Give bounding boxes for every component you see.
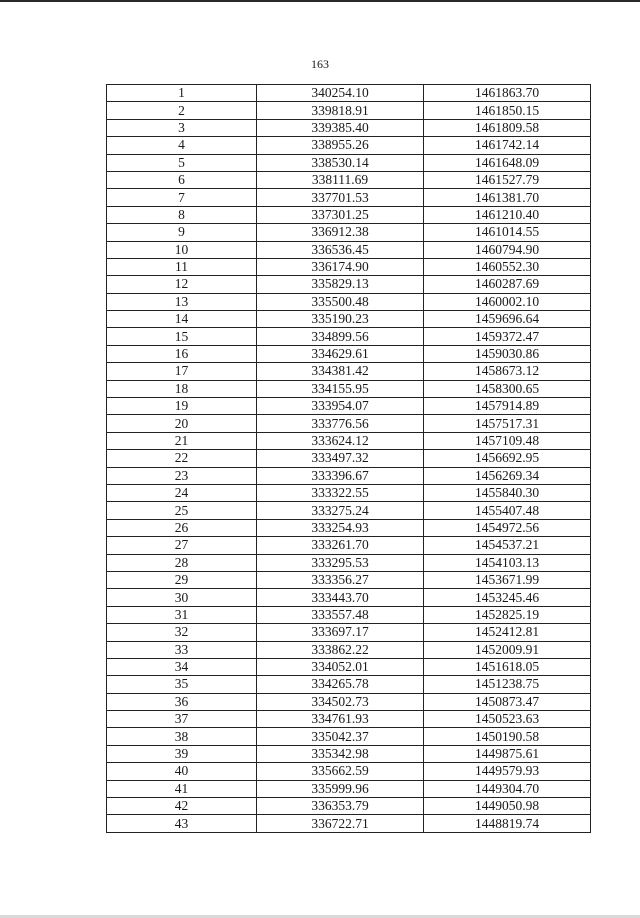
point-number-cell: 14 [107, 311, 257, 328]
table-row [107, 450, 591, 467]
point-number-cell: 21 [107, 432, 257, 449]
point-number-cell: 41 [107, 780, 257, 797]
y-coordinate-cell: 1458300.65 [424, 380, 591, 397]
x-coordinate-cell: 333862.22 [257, 641, 424, 658]
point-number-cell: 16 [107, 345, 257, 362]
point-number-cell: 26 [107, 519, 257, 536]
table-row [107, 658, 591, 675]
point-number-cell: 17 [107, 363, 257, 380]
x-coordinate-cell: 334381.42 [257, 363, 424, 380]
table-row [107, 641, 591, 658]
y-coordinate-cell: 1450190.58 [424, 728, 591, 745]
x-coordinate-cell: 333697.17 [257, 624, 424, 641]
point-number-cell: 18 [107, 380, 257, 397]
table-row [107, 206, 591, 223]
y-coordinate-cell: 1458673.12 [424, 363, 591, 380]
table-row [107, 484, 591, 501]
point-number-cell: 10 [107, 241, 257, 258]
point-number-cell: 11 [107, 258, 257, 275]
x-coordinate-cell: 338111.69 [257, 171, 424, 188]
x-coordinate-cell: 333954.07 [257, 398, 424, 415]
y-coordinate-cell: 1449304.70 [424, 780, 591, 797]
x-coordinate-cell: 334502.73 [257, 693, 424, 710]
table-row [107, 363, 591, 380]
point-number-cell: 37 [107, 711, 257, 728]
table-row [107, 815, 591, 832]
table-row [107, 85, 591, 102]
point-number-cell: 8 [107, 206, 257, 223]
y-coordinate-cell: 1452412.81 [424, 624, 591, 641]
x-coordinate-cell: 336912.38 [257, 224, 424, 241]
x-coordinate-cell: 338530.14 [257, 154, 424, 171]
y-coordinate-cell: 1455407.48 [424, 502, 591, 519]
point-number-cell: 25 [107, 502, 257, 519]
y-coordinate-cell: 1460287.69 [424, 276, 591, 293]
table-row [107, 380, 591, 397]
coordinates-table [106, 84, 591, 833]
table-row [107, 311, 591, 328]
table-row [107, 137, 591, 154]
y-coordinate-cell: 1449579.93 [424, 763, 591, 780]
x-coordinate-cell: 333322.55 [257, 484, 424, 501]
table-row [107, 798, 591, 815]
point-number-cell: 42 [107, 798, 257, 815]
table-row [107, 606, 591, 623]
point-number-cell: 15 [107, 328, 257, 345]
x-coordinate-cell: 333356.27 [257, 571, 424, 588]
y-coordinate-cell: 1459696.64 [424, 311, 591, 328]
x-coordinate-cell: 335342.98 [257, 745, 424, 762]
x-coordinate-cell: 334052.01 [257, 658, 424, 675]
table-row [107, 780, 591, 797]
point-number-cell: 36 [107, 693, 257, 710]
y-coordinate-cell: 1461742.14 [424, 137, 591, 154]
point-number-cell: 2 [107, 102, 257, 119]
point-number-cell: 13 [107, 293, 257, 310]
point-number-cell: 33 [107, 641, 257, 658]
y-coordinate-cell: 1454972.56 [424, 519, 591, 536]
x-coordinate-cell: 333396.67 [257, 467, 424, 484]
point-number-cell: 29 [107, 571, 257, 588]
table-row [107, 258, 591, 275]
y-coordinate-cell: 1459030.86 [424, 345, 591, 362]
y-coordinate-cell: 1454537.21 [424, 537, 591, 554]
y-coordinate-cell: 1459372.47 [424, 328, 591, 345]
table-row [107, 571, 591, 588]
x-coordinate-cell: 334629.61 [257, 345, 424, 362]
table-row [107, 711, 591, 728]
x-coordinate-cell: 335042.37 [257, 728, 424, 745]
table-row [107, 102, 591, 119]
y-coordinate-cell: 1452825.19 [424, 606, 591, 623]
table-row [107, 119, 591, 136]
x-coordinate-cell: 339818.91 [257, 102, 424, 119]
x-coordinate-cell: 333275.24 [257, 502, 424, 519]
table-row [107, 154, 591, 171]
x-coordinate-cell: 333261.70 [257, 537, 424, 554]
table-row [107, 502, 591, 519]
table-row [107, 519, 591, 536]
point-number-cell: 32 [107, 624, 257, 641]
x-coordinate-cell: 336353.79 [257, 798, 424, 815]
y-coordinate-cell: 1451238.75 [424, 676, 591, 693]
y-coordinate-cell: 1457517.31 [424, 415, 591, 432]
y-coordinate-cell: 1461014.55 [424, 224, 591, 241]
x-coordinate-cell: 337701.53 [257, 189, 424, 206]
table-row [107, 763, 591, 780]
point-number-cell: 24 [107, 484, 257, 501]
y-coordinate-cell: 1461850.15 [424, 102, 591, 119]
y-coordinate-cell: 1460794.90 [424, 241, 591, 258]
x-coordinate-cell: 338955.26 [257, 137, 424, 154]
y-coordinate-cell: 1455840.30 [424, 484, 591, 501]
table-row [107, 467, 591, 484]
x-coordinate-cell: 336174.90 [257, 258, 424, 275]
y-coordinate-cell: 1456269.34 [424, 467, 591, 484]
y-coordinate-cell: 1461381.70 [424, 189, 591, 206]
table-row [107, 189, 591, 206]
x-coordinate-cell: 335500.48 [257, 293, 424, 310]
y-coordinate-cell: 1460002.10 [424, 293, 591, 310]
table-row [107, 745, 591, 762]
x-coordinate-cell: 335829.13 [257, 276, 424, 293]
y-coordinate-cell: 1461527.79 [424, 171, 591, 188]
point-number-cell: 20 [107, 415, 257, 432]
point-number-cell: 22 [107, 450, 257, 467]
point-number-cell: 23 [107, 467, 257, 484]
point-number-cell: 19 [107, 398, 257, 415]
point-number-cell: 34 [107, 658, 257, 675]
y-coordinate-cell: 1449875.61 [424, 745, 591, 762]
y-coordinate-cell: 1448819.74 [424, 815, 591, 832]
x-coordinate-cell: 333295.53 [257, 554, 424, 571]
y-coordinate-cell: 1457914.89 [424, 398, 591, 415]
point-number-cell: 7 [107, 189, 257, 206]
y-coordinate-cell: 1461863.70 [424, 85, 591, 102]
y-coordinate-cell: 1453671.99 [424, 571, 591, 588]
table-row [107, 171, 591, 188]
x-coordinate-cell: 335999.96 [257, 780, 424, 797]
y-coordinate-cell: 1460552.30 [424, 258, 591, 275]
point-number-cell: 43 [107, 815, 257, 832]
table-row [107, 554, 591, 571]
point-number-cell: 28 [107, 554, 257, 571]
table-row [107, 328, 591, 345]
coordinates-table-body [107, 85, 591, 833]
table-row [107, 415, 591, 432]
point-number-cell: 12 [107, 276, 257, 293]
point-number-cell: 39 [107, 745, 257, 762]
y-coordinate-cell: 1453245.46 [424, 589, 591, 606]
table-row [107, 398, 591, 415]
x-coordinate-cell: 333443.70 [257, 589, 424, 606]
table-row [107, 432, 591, 449]
table-row [107, 345, 591, 362]
point-number-cell: 30 [107, 589, 257, 606]
y-coordinate-cell: 1461809.58 [424, 119, 591, 136]
y-coordinate-cell: 1457109.48 [424, 432, 591, 449]
point-number-cell: 27 [107, 537, 257, 554]
y-coordinate-cell: 1451618.05 [424, 658, 591, 675]
x-coordinate-cell: 336722.71 [257, 815, 424, 832]
x-coordinate-cell: 339385.40 [257, 119, 424, 136]
x-coordinate-cell: 333497.32 [257, 450, 424, 467]
x-coordinate-cell: 333624.12 [257, 432, 424, 449]
point-number-cell: 40 [107, 763, 257, 780]
page-top-edge [0, 0, 640, 2]
table-row [107, 676, 591, 693]
point-number-cell: 5 [107, 154, 257, 171]
x-coordinate-cell: 335662.59 [257, 763, 424, 780]
point-number-cell: 38 [107, 728, 257, 745]
y-coordinate-cell: 1456692.95 [424, 450, 591, 467]
x-coordinate-cell: 336536.45 [257, 241, 424, 258]
point-number-cell: 3 [107, 119, 257, 136]
point-number-cell: 4 [107, 137, 257, 154]
point-number-cell: 35 [107, 676, 257, 693]
table-row [107, 293, 591, 310]
x-coordinate-cell: 335190.23 [257, 311, 424, 328]
y-coordinate-cell: 1450523.63 [424, 711, 591, 728]
table-row [107, 693, 591, 710]
x-coordinate-cell: 334899.56 [257, 328, 424, 345]
y-coordinate-cell: 1461648.09 [424, 154, 591, 171]
y-coordinate-cell: 1452009.91 [424, 641, 591, 658]
x-coordinate-cell: 333776.56 [257, 415, 424, 432]
table-row [107, 589, 591, 606]
x-coordinate-cell: 337301.25 [257, 206, 424, 223]
table-row [107, 241, 591, 258]
page-number: 163 [311, 57, 329, 71]
table-row [107, 728, 591, 745]
x-coordinate-cell: 334761.93 [257, 711, 424, 728]
y-coordinate-cell: 1461210.40 [424, 206, 591, 223]
point-number-cell: 31 [107, 606, 257, 623]
table-row [107, 276, 591, 293]
x-coordinate-cell: 333557.48 [257, 606, 424, 623]
x-coordinate-cell: 334265.78 [257, 676, 424, 693]
y-coordinate-cell: 1450873.47 [424, 693, 591, 710]
point-number-cell: 9 [107, 224, 257, 241]
table-row [107, 624, 591, 641]
y-coordinate-cell: 1449050.98 [424, 798, 591, 815]
table-row [107, 537, 591, 554]
table-row [107, 224, 591, 241]
x-coordinate-cell: 340254.10 [257, 85, 424, 102]
x-coordinate-cell: 333254.93 [257, 519, 424, 536]
point-number-cell: 1 [107, 85, 257, 102]
point-number-cell: 6 [107, 171, 257, 188]
y-coordinate-cell: 1454103.13 [424, 554, 591, 571]
x-coordinate-cell: 334155.95 [257, 380, 424, 397]
